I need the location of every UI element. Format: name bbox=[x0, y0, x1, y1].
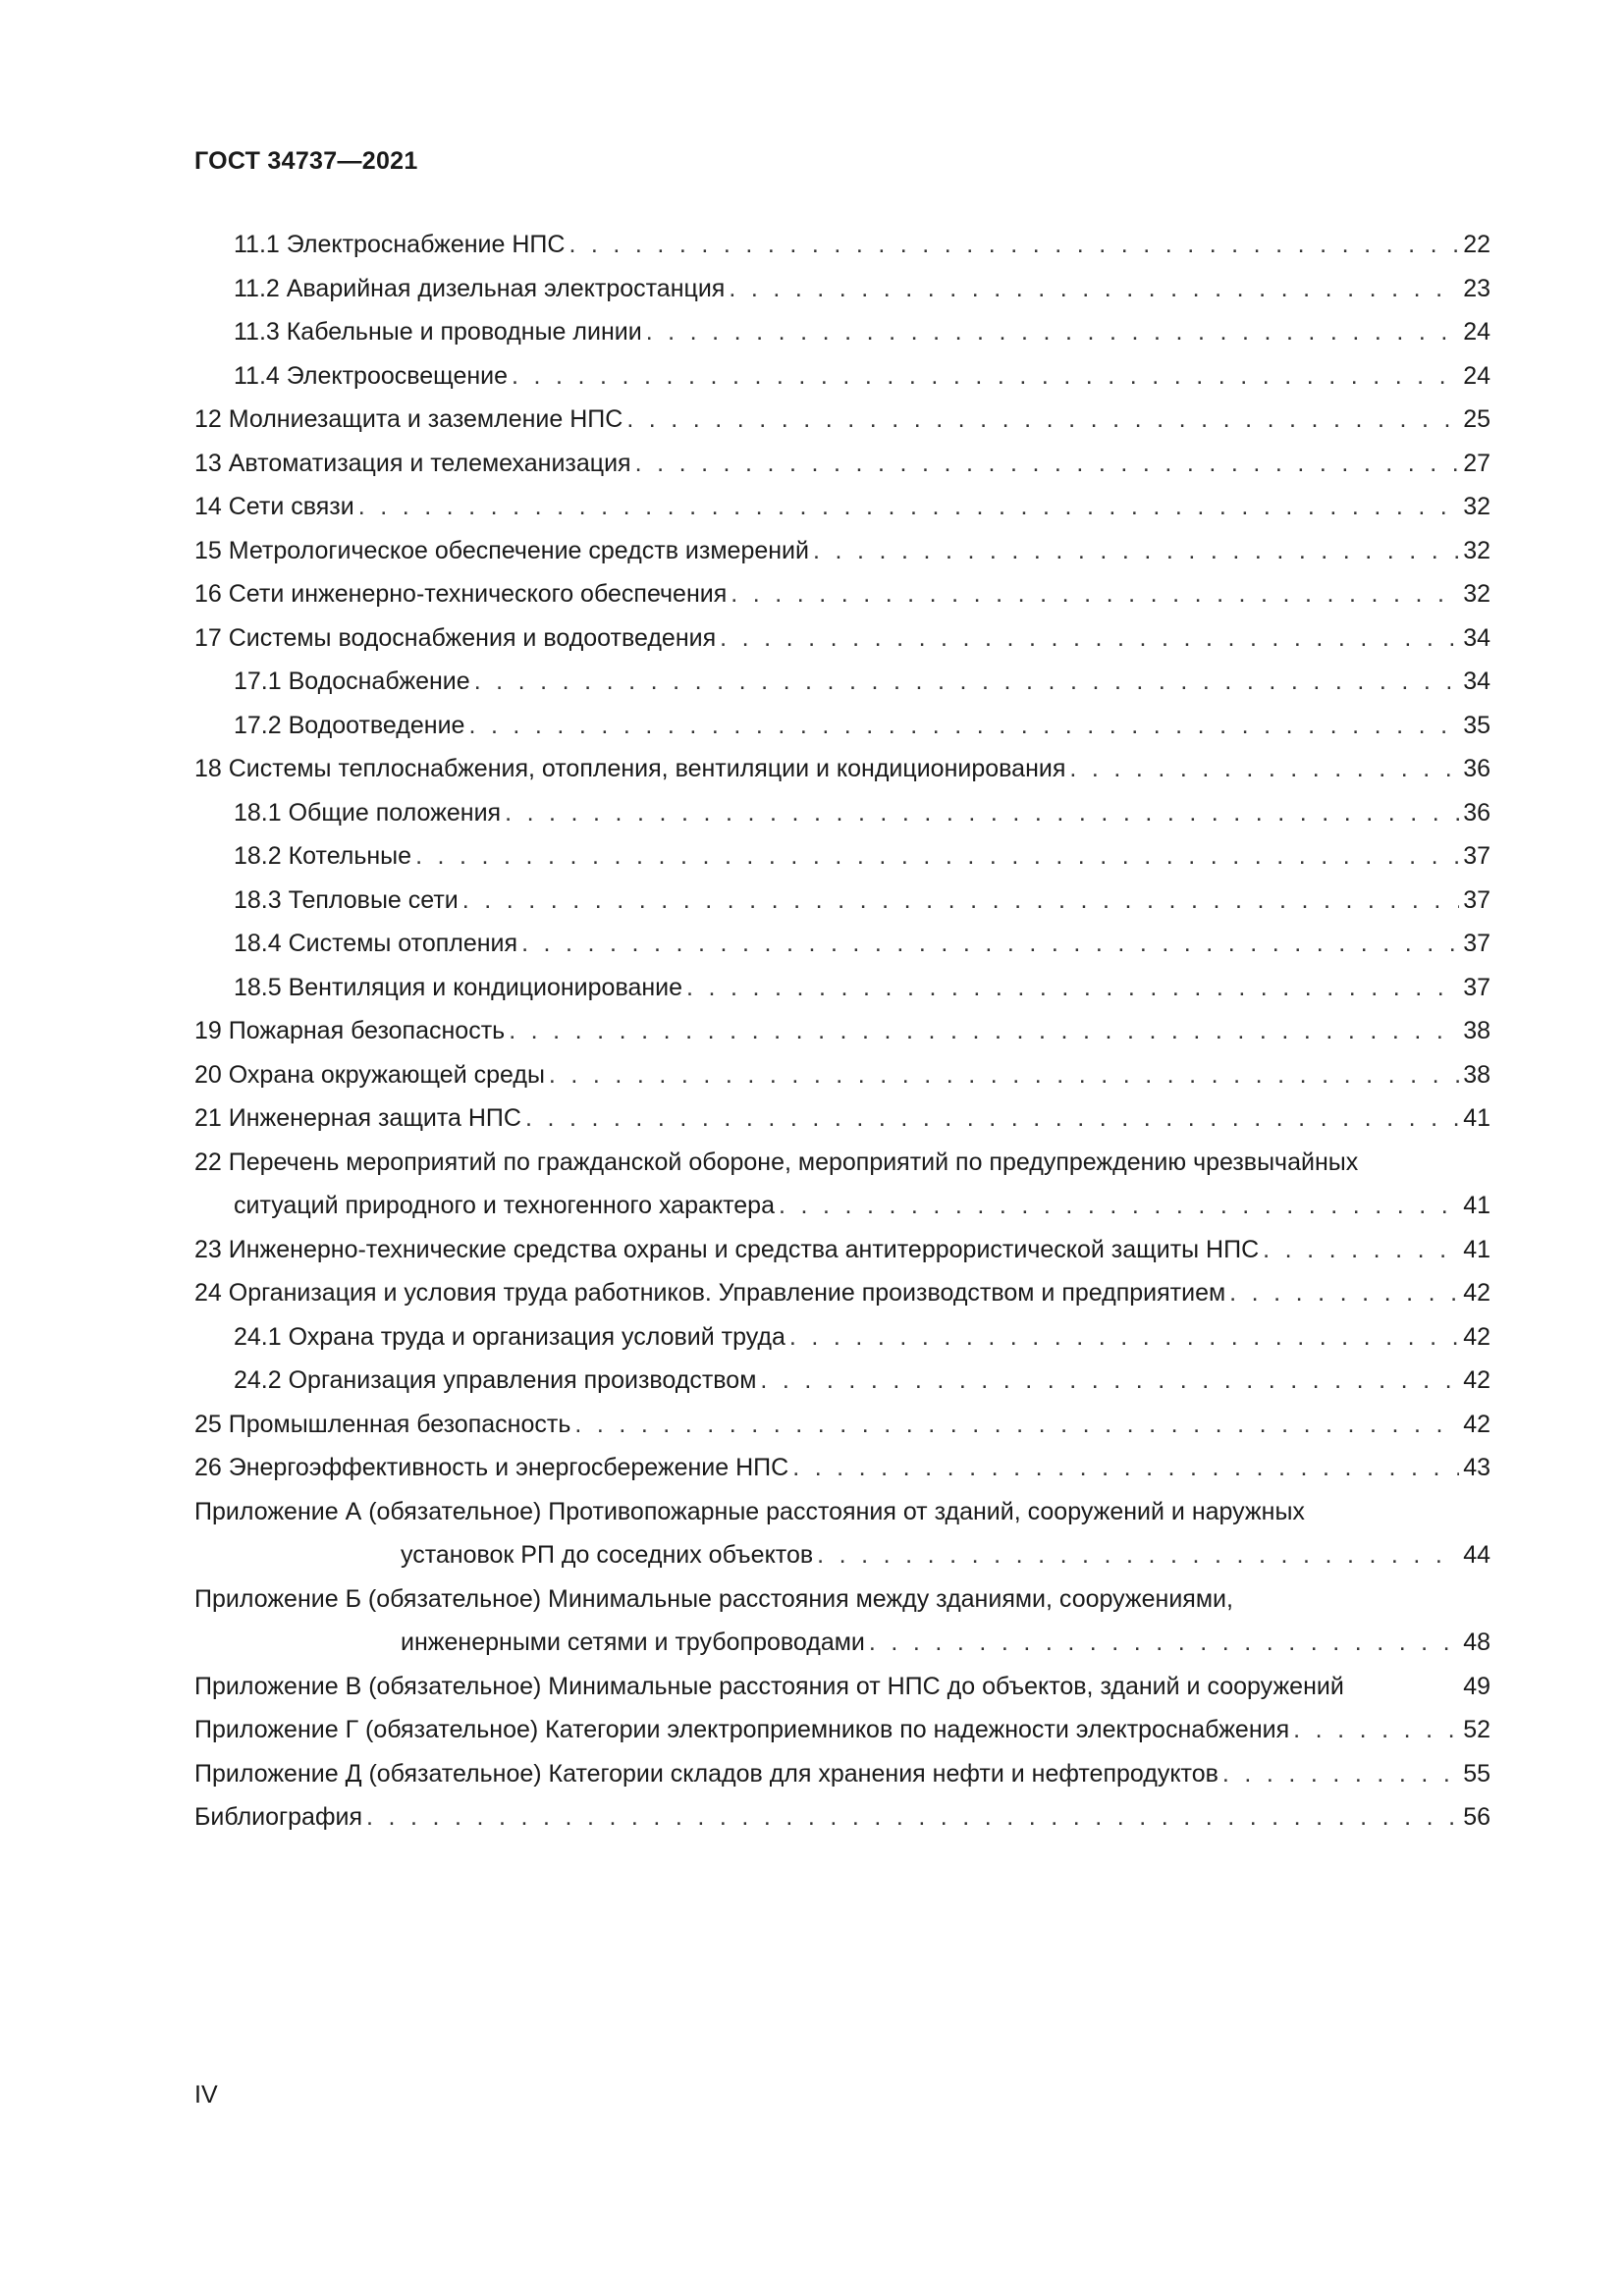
toc-entry-page: 25 bbox=[1463, 405, 1490, 433]
toc-entry-page: 49 bbox=[1463, 1672, 1490, 1700]
toc-entry bbox=[194, 354, 1490, 399]
toc-entry-page: 41 bbox=[1463, 1104, 1490, 1132]
toc-entry-title: 24 Организация и условия труда работников. Управление производством и предприятием bbox=[194, 1279, 1226, 1307]
toc-entry-title: Приложение Г (обязательное) Категории электроприемников по надежности электроснабжения bbox=[194, 1716, 1290, 1743]
toc-entry-page: 32 bbox=[1463, 580, 1490, 608]
toc-entry-title: 11.1 Электроснабжение НПС bbox=[234, 231, 566, 258]
toc-leader-dots bbox=[731, 572, 1459, 616]
toc-entry bbox=[194, 1359, 1490, 1403]
toc-entry-page: 34 bbox=[1463, 623, 1490, 652]
toc-entry bbox=[194, 267, 1490, 311]
toc-leader-dots bbox=[792, 1446, 1459, 1490]
toc-leader-dots bbox=[415, 834, 1459, 879]
toc-entry-title: 11.4 Электроосвещение bbox=[234, 361, 509, 390]
toc-entry bbox=[194, 922, 1490, 966]
toc-entry-title: Приложение Д (обязательное) Категории складов для хранения нефти и нефтепродуктов bbox=[194, 1759, 1218, 1788]
toc-entry-title: 19 Пожарная безопасность bbox=[194, 1017, 506, 1044]
toc-entry bbox=[194, 704, 1490, 748]
toc-entry-page: 38 bbox=[1463, 1060, 1490, 1089]
toc-entry-title: 14 Сети связи bbox=[194, 493, 354, 520]
toc-entry bbox=[194, 1446, 1490, 1490]
toc-entry-page: 56 bbox=[1463, 1803, 1490, 1831]
toc-entry bbox=[194, 879, 1490, 923]
toc-leader-dots bbox=[525, 1096, 1459, 1141]
toc-leader-dots bbox=[1222, 1752, 1459, 1796]
toc-entry-page: 37 bbox=[1463, 885, 1490, 914]
toc-leader-dots bbox=[646, 310, 1460, 354]
toc-entry-title: 21 Инженерная защита НПС bbox=[194, 1104, 521, 1132]
toc-entry bbox=[194, 1141, 1490, 1185]
toc-entry bbox=[194, 310, 1490, 354]
toc-entry-page: 42 bbox=[1463, 1322, 1490, 1351]
toc-entry bbox=[194, 223, 1490, 267]
toc-entry-page: 44 bbox=[1463, 1541, 1490, 1569]
toc-entry bbox=[194, 1752, 1490, 1796]
toc-entry-title: ситуаций природного и техногенного характера bbox=[234, 1192, 775, 1219]
toc-entry-page: 24 bbox=[1463, 361, 1490, 390]
toc-entry-title: 18.5 Вентиляция и кондиционирование bbox=[234, 973, 683, 1001]
toc-entry-title: 18.2 Котельные bbox=[234, 842, 412, 870]
toc-entry-page: 34 bbox=[1463, 667, 1490, 695]
toc-entry bbox=[194, 1665, 1490, 1709]
toc-entry-page: 32 bbox=[1463, 493, 1490, 520]
toc-entry-title: инженерными сетями и трубопроводами bbox=[401, 1629, 865, 1656]
toc-entry-title: 18.4 Системы отопления bbox=[234, 930, 518, 957]
toc-entry-title: установок РП до соседних объектов bbox=[401, 1541, 814, 1569]
toc-entry bbox=[194, 966, 1490, 1010]
toc-entry bbox=[194, 1315, 1490, 1360]
toc-entry-title: 15 Метрологическое обеспечение средств измерений bbox=[194, 536, 809, 564]
toc-entry-title: 13 Автоматизация и телемеханизация bbox=[194, 449, 631, 477]
toc-leader-dots bbox=[760, 1359, 1459, 1403]
toc-leader-dots bbox=[1263, 1228, 1459, 1272]
toc-leader-dots bbox=[779, 1184, 1459, 1228]
toc-entry-page: 37 bbox=[1463, 842, 1490, 870]
toc-leader-dots bbox=[626, 398, 1459, 442]
toc-leader-dots bbox=[462, 879, 1459, 923]
toc-entry bbox=[194, 1053, 1490, 1097]
toc-leader-dots bbox=[686, 966, 1459, 1010]
document-header: ГОСТ 34737—2021 bbox=[194, 147, 418, 175]
toc-leader-dots bbox=[512, 354, 1459, 399]
toc-entry-title: Библиография bbox=[194, 1803, 363, 1831]
toc-entry-page: 32 bbox=[1463, 536, 1490, 564]
toc-entry-title: 17.1 Водоснабжение bbox=[234, 667, 470, 695]
toc-entry-page: 42 bbox=[1463, 1366, 1490, 1394]
toc-entry bbox=[194, 398, 1490, 442]
toc-leader-dots bbox=[817, 1533, 1459, 1577]
toc-entry bbox=[194, 616, 1490, 661]
toc-leader-dots bbox=[568, 223, 1459, 267]
toc-entry-page: 41 bbox=[1463, 1235, 1490, 1263]
toc-entry-title: 11.3 Кабельные и проводные линии bbox=[234, 318, 642, 346]
toc-entry-page: 36 bbox=[1463, 798, 1490, 827]
toc-entry-page: 35 bbox=[1463, 711, 1490, 739]
toc-entry-title: 18.3 Тепловые сети bbox=[234, 885, 459, 914]
toc-entry-page: 41 bbox=[1463, 1192, 1490, 1219]
toc-entry-title: 26 Энергоэффективность и энергосбережение НПС bbox=[194, 1454, 789, 1481]
toc-entry bbox=[194, 1403, 1490, 1447]
toc-entry bbox=[194, 572, 1490, 616]
toc-entry bbox=[194, 1009, 1490, 1053]
page-number: IV bbox=[194, 2081, 218, 2109]
toc-entry bbox=[194, 1577, 1490, 1622]
toc-leader-dots bbox=[521, 922, 1459, 966]
toc-entry-title: 25 Промышленная безопасность bbox=[194, 1410, 571, 1438]
toc-entry-page: 52 bbox=[1463, 1716, 1490, 1743]
toc-entry bbox=[194, 1184, 1490, 1228]
toc-entry bbox=[194, 529, 1490, 573]
toc-leader-dots bbox=[468, 704, 1459, 748]
toc-leader-dots bbox=[366, 1795, 1459, 1840]
toc-leader-dots bbox=[813, 529, 1459, 573]
toc-entry bbox=[194, 442, 1490, 486]
toc-entry-page: 42 bbox=[1463, 1410, 1490, 1438]
toc-entry bbox=[194, 791, 1490, 835]
toc-entry-page: 48 bbox=[1463, 1629, 1490, 1656]
toc-entry-title: 12 Молниезащита и заземление НПС bbox=[194, 405, 623, 433]
toc-entry-page: 38 bbox=[1463, 1017, 1490, 1044]
toc-entry-page: 43 bbox=[1463, 1454, 1490, 1481]
toc-entry-page: 22 bbox=[1463, 231, 1490, 258]
toc-entry bbox=[194, 1795, 1490, 1840]
toc-leader-dots bbox=[1293, 1708, 1459, 1752]
toc-leader-dots bbox=[635, 442, 1460, 486]
toc-leader-dots bbox=[789, 1315, 1459, 1360]
toc-entry bbox=[194, 1096, 1490, 1141]
toc-entry-page: 37 bbox=[1463, 973, 1490, 1001]
toc-entry-page: 24 bbox=[1463, 318, 1490, 346]
toc-entry-title: Приложение В (обязательное) Минимальные расстояния от НПС до объектов, зданий и сооружений bbox=[194, 1672, 1344, 1700]
toc-leader-dots bbox=[869, 1621, 1459, 1665]
toc-entry-title: 23 Инженерно-технические средства охраны и средства антитеррористической защиты НПС bbox=[194, 1235, 1260, 1263]
toc-entry-title: Приложение Б (обязательное) Минимальные расстояния между зданиями, сооружениями, bbox=[194, 1584, 1233, 1613]
toc-leader-dots bbox=[509, 1009, 1459, 1053]
toc-entry-title: 18.1 Общие положения bbox=[234, 798, 502, 827]
toc-entry bbox=[194, 1533, 1490, 1577]
toc-entry-page: 27 bbox=[1463, 449, 1490, 477]
toc-entry bbox=[194, 1490, 1490, 1534]
toc-entry bbox=[194, 1708, 1490, 1752]
toc-entry-title: 20 Охрана окружающей среды bbox=[194, 1060, 545, 1089]
toc-entry bbox=[194, 834, 1490, 879]
toc-entry-title: 17 Системы водоснабжения и водоотведения bbox=[194, 623, 717, 652]
toc-entry-page: 37 bbox=[1463, 930, 1490, 957]
toc-entry-page: 42 bbox=[1463, 1279, 1490, 1307]
toc-entry-title: Приложение А (обязательное) Противопожарные расстояния от зданий, сооружений и наружных bbox=[194, 1497, 1305, 1525]
toc-leader-dots bbox=[1069, 747, 1459, 791]
toc-entry bbox=[194, 660, 1490, 704]
toc-entry-page: 55 bbox=[1463, 1759, 1490, 1788]
toc-entry-title: 17.2 Водоотведение bbox=[234, 711, 465, 739]
toc-entry-title: 18 Системы теплоснабжения, отопления, вентиляции и кондиционирования bbox=[194, 755, 1066, 782]
toc-entry bbox=[194, 1621, 1490, 1665]
toc-entry-page: 23 bbox=[1463, 274, 1490, 302]
toc-leader-dots bbox=[358, 485, 1459, 529]
toc-leader-dots bbox=[574, 1403, 1459, 1447]
toc-leader-dots bbox=[474, 660, 1460, 704]
toc-entry bbox=[194, 485, 1490, 529]
toc-leader-dots bbox=[505, 791, 1459, 835]
toc-entry bbox=[194, 1271, 1490, 1315]
toc-leader-dots bbox=[1229, 1271, 1459, 1315]
toc-entry bbox=[194, 747, 1490, 791]
toc-leader-dots bbox=[720, 616, 1459, 661]
toc-entry-page: 36 bbox=[1463, 755, 1490, 782]
toc-entry-title: 24.2 Организация управления производством bbox=[234, 1366, 757, 1394]
toc-entry-title: 24.1 Охрана труда и организация условий труда bbox=[234, 1322, 785, 1351]
toc-entry-title: 22 Перечень мероприятий по гражданской обороне, мероприятий по предупреждению чрезвычайных bbox=[194, 1148, 1359, 1176]
table-of-contents bbox=[194, 223, 1490, 1840]
toc-leader-dots bbox=[549, 1053, 1459, 1097]
toc-entry-title: 16 Сети инженерно-технического обеспечения bbox=[194, 580, 728, 608]
toc-entry-title: 11.2 Аварийная дизельная электростанция bbox=[234, 274, 726, 302]
toc-entry bbox=[194, 1228, 1490, 1272]
toc-leader-dots bbox=[729, 267, 1459, 311]
